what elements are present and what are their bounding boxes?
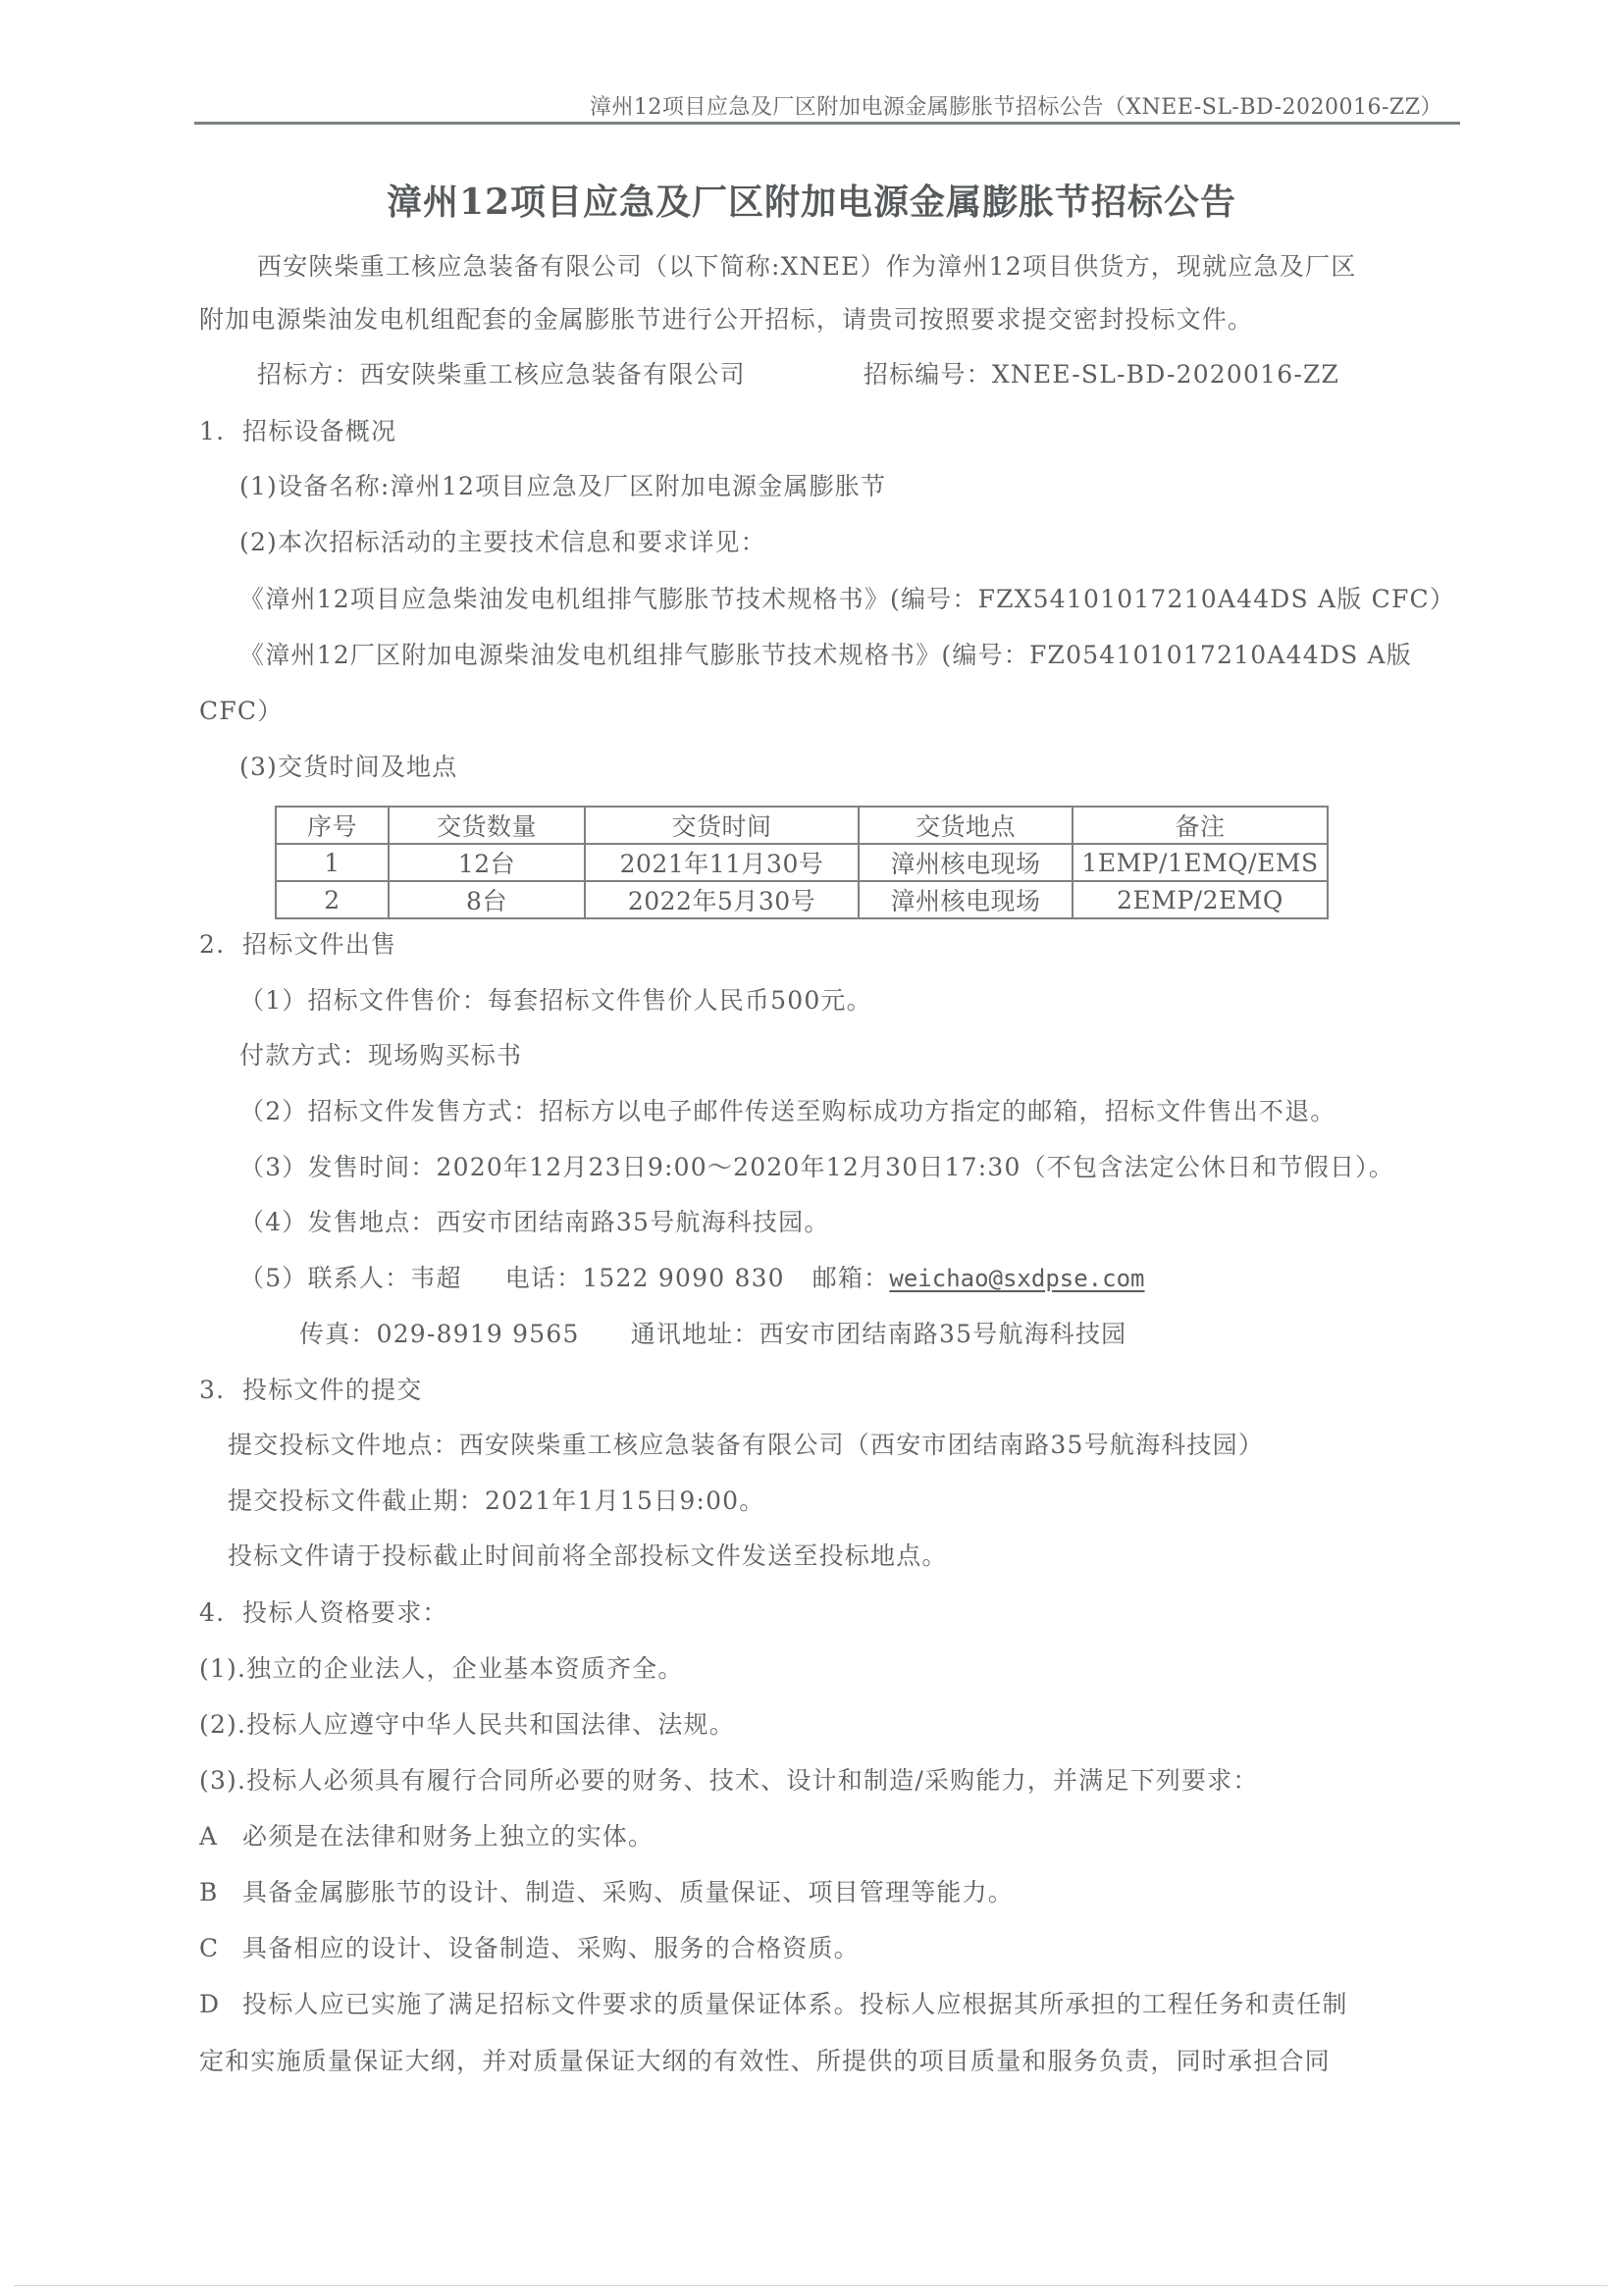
spec-document-2: 《漳州12厂区附加电源柴油发电机组排气膨胀节技术规格书》(编号：FZ054101017210A44DS A版 [239,641,1412,669]
contact-line [239,1263,1144,1294]
equipment-name: (1)设备名称:漳州12项目应急及厂区附加电源金属膨胀节 [239,472,887,500]
section-number: 2. [199,930,226,959]
table-row [276,844,1328,881]
requirement-b [199,1877,1014,1908]
item-text: 具备相应的设计、设备制造、采购、服务的合格资质。 [242,1934,860,1962]
item-text: 投标人应已实施了满足招标文件要求的质量保证体系。投标人应根据其所承担的工程任务和责任制 [242,1990,1348,2018]
delivery-heading: (3)交货时间及地点 [239,753,458,781]
item-text: 必须是在法律和财务上独立的实体。 [242,1822,654,1851]
section-number: 1. [199,417,226,445]
item-letter: A [199,1822,219,1851]
item-text: 具备金属膨胀节的设计、制造、采购、质量保证、项目管理等能力。 [242,1878,1015,1906]
section-title: 招标文件出售 [242,930,397,959]
sale-method: （2）招标文件发售方式：招标方以电子邮件传送至购标成功方指定的邮箱，招标文件售出不退。 [239,1097,1336,1125]
fax-address-line [299,1319,1126,1350]
spec-document-1: 《漳州12项目应急柴油发电机组排气膨胀节技术规格书》(编号：FZX54101017210A44DS A版 CFC） [239,585,1456,613]
section-3-heading [199,1375,422,1406]
document-title: 漳州12项目应急及厂区附加电源金属膨胀节招标公告 [386,182,1237,223]
bid-number-label: 招标编号：XNEE-SL-BD-2020016-ZZ [863,360,1340,389]
requirement-d-continuation: 定和实施质量保证大纲，并对质量保证大纲的有效性、所提供的项目质量和服务负责，同时承担合同 [199,2047,1331,2075]
cell-quantity: 8台 [389,881,585,918]
table-row [276,881,1328,918]
header-divider [194,122,1460,125]
requirement-1: (1).独立的企业法人，企业基本资质齐全。 [199,1654,684,1683]
cell-time: 2022年5月30号 [585,881,859,918]
mailing-address: 通讯地址：西安市团结南路35号航海科技园 [630,1320,1127,1348]
item-letter: B [199,1878,219,1906]
email-label: 邮箱： [812,1264,890,1292]
submission-deadline: 提交投标文件截止期：2021年1月15日9:00。 [228,1487,765,1515]
col-header-remarks: 备注 [1073,807,1328,844]
fax-number: 传真：029-8919 9565 [299,1320,580,1348]
intro-line-2: 附加电源柴油发电机组配套的金属膨胀节进行公开招标，请贵司按照要求提交密封投标文件。 [199,305,1254,334]
cell-place: 漳州核电现场 [859,881,1073,918]
item-letter: D [199,1990,221,2018]
email-link[interactable]: weichao@sxdpse.com [889,1265,1145,1292]
submission-note: 投标文件请于投标截止时间前将全部投标文件发送至投标地点。 [228,1541,948,1570]
section-4-heading [199,1597,448,1629]
section-title: 投标文件的提交 [242,1376,423,1404]
submission-location: 提交投标文件地点：西安陕柴重工核应急装备有限公司（西安市团结南路35号航海科技园） [228,1431,1265,1459]
document-price: （1）招标文件售价：每套招标文件售价人民币500元。 [239,986,872,1015]
running-header: 漳州12项目应急及厂区附加电源金属膨胀节招标公告（XNEE-SL-BD-2020016-ZZ） [589,95,1442,120]
footer-divider [14,2285,1607,2286]
bidder-line [257,359,1339,391]
tech-info-intro: (2)本次招标活动的主要技术信息和要求详见： [239,528,766,556]
cell-time: 2021年11月30号 [585,844,859,881]
bidder-label: 招标方：西安陕柴重工核应急装备有限公司 [257,360,746,389]
requirement-c [199,1933,860,1964]
cell-seq: 2 [276,881,389,918]
col-header-quantity: 交货数量 [389,807,585,844]
cell-remarks: 1EMP/1EMQ/EMS [1073,844,1328,881]
requirement-3: (3).投标人必须具有履行合同所必要的财务、技术、设计和制造/采购能力，并满足下列要求： [199,1766,1259,1795]
spec-document-2-cont: CFC） [199,697,284,725]
sale-place: （4）发售地点：西安市团结南路35号航海科技园。 [239,1208,830,1236]
section-number: 3. [199,1376,226,1404]
table-header-row [276,807,1328,844]
payment-method: 付款方式：现场购买标书 [239,1041,523,1070]
col-header-seq: 序号 [276,807,389,844]
contact-phone: 电话：1522 9090 830 [504,1264,785,1292]
section-title: 投标人资格要求： [242,1598,448,1627]
col-header-place: 交货地点 [859,807,1073,844]
item-letter: C [199,1934,220,1962]
cell-remarks: 2EMP/2EMQ [1073,881,1328,918]
section-number: 4. [199,1598,226,1627]
contact-person: （5）联系人：韦超 [239,1264,462,1292]
requirement-a [199,1821,654,1852]
intro-line-1: 西安陕柴重工核应急装备有限公司（以下简称:XNEE）作为漳州12项目供货方，现就应急及厂区 [257,252,1357,281]
section-title: 招标设备概况 [242,417,397,445]
section-2-heading [199,929,396,961]
requirement-d [199,1989,1348,2020]
col-header-time: 交货时间 [585,807,859,844]
delivery-table [275,806,1329,919]
sale-time: （3）发售时间：2020年12月23日9:00～2020年12月30日17:30（不包含法定公休日和节假日）。 [239,1153,1395,1181]
cell-place: 漳州核电现场 [859,844,1073,881]
requirement-2: (2).投标人应遵守中华人民共和国法律、法规。 [199,1710,735,1739]
section-1-heading [199,416,396,447]
cell-seq: 1 [276,844,389,881]
cell-quantity: 12台 [389,844,585,881]
